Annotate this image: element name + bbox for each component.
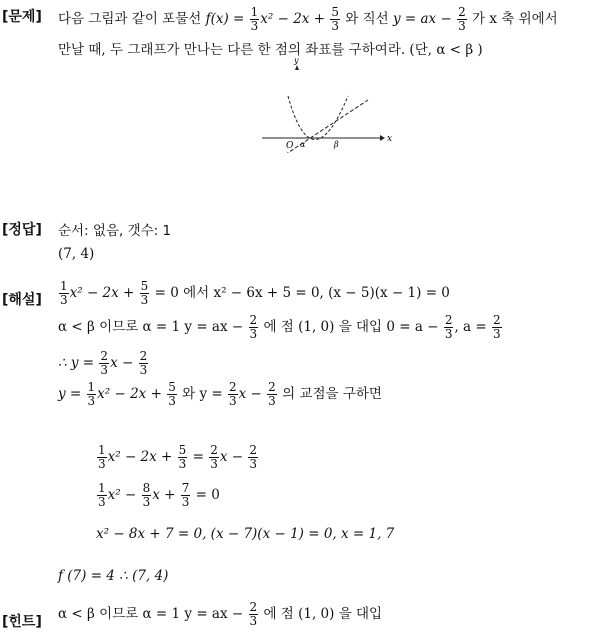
solution-line-2 — [58, 314, 503, 341]
fraction: $\frac{1}{3}$ — [98, 443, 106, 471]
fraction: $\frac{1}{3}$ — [250, 5, 259, 33]
math-text: = — [192, 449, 204, 465]
math-text: y = — [58, 386, 82, 402]
line-expression: y = ax − — [392, 11, 452, 27]
fraction: $\frac{2}{3}$ — [229, 380, 237, 408]
solution-line-3 — [58, 350, 149, 377]
hint-label: [힌트] — [2, 614, 42, 630]
math-text: x − — [238, 386, 262, 402]
math-text: x − — [219, 449, 244, 465]
problem-text: 다음 그림과 같이 포물선 — [58, 11, 202, 27]
fraction: $\frac{7}{3}$ — [181, 481, 190, 509]
fraction: $\frac{1}{3}$ — [60, 279, 68, 307]
solution-label: [해설] — [2, 292, 42, 308]
math-text: α < β 이므로 α = 1 y = ax − — [58, 606, 244, 622]
math-text: = 0 에서 x² − 6x + 5 = 0, (x − 5)(x − 1) = 0 — [154, 285, 450, 301]
answer-line-1: 순서: 없음, 갯수: 1 — [58, 223, 172, 239]
math-text: ∴ y = — [58, 355, 95, 371]
function-expression: f(x) = — [205, 11, 245, 27]
fraction: $\frac{5}{3}$ — [140, 279, 149, 307]
fraction: $\frac{2}{3}$ — [139, 349, 148, 377]
problem-text: 가 x 축 위에서 — [472, 11, 558, 27]
problem-line-2: 만날 때, 두 그래프가 만나는 다른 한 점의 좌표를 구하여라. (단, α < β ) — [58, 42, 483, 58]
fraction: $\frac{2}{3}$ — [210, 443, 218, 471]
math-text: x² − 2x + — [107, 449, 173, 465]
math-text: = 0 — [195, 487, 220, 503]
problem-text: 와 직선 — [345, 11, 389, 27]
fraction: $\frac{2}{3}$ — [249, 600, 258, 628]
solution-line-1 — [58, 280, 450, 307]
fraction: $\frac{2}{3}$ — [458, 5, 466, 33]
math-text: 에 점 (1, 0) 을 대입 — [263, 606, 383, 622]
solution-line-4 — [58, 381, 382, 408]
fraction: $\frac{1}{3}$ — [98, 481, 106, 509]
x-axis-arrow — [380, 135, 385, 141]
math-text: x² − 2x + — [97, 386, 162, 402]
function-expression: x² − 2x + — [260, 11, 326, 27]
math-text: 와 y = — [182, 386, 223, 402]
fraction: $\frac{2}{3}$ — [249, 443, 258, 471]
origin-label: O — [286, 141, 294, 151]
fraction: $\frac{1}{3}$ — [87, 380, 96, 408]
fraction: $\frac{8}{3}$ — [142, 481, 151, 509]
alpha-label: α — [300, 140, 306, 149]
problem-line-1 — [58, 6, 558, 33]
fraction: $\frac{2}{3}$ — [268, 380, 276, 408]
fraction: $\frac{2}{3}$ — [444, 313, 453, 341]
x-axis-label: x — [387, 134, 393, 144]
y-axis-arrow — [295, 65, 299, 70]
problem-label: [문제] — [2, 9, 42, 25]
math-text: 에 점 (1, 0) 을 대입 0 = a − — [263, 319, 439, 335]
y-axis-label: y — [294, 58, 299, 65]
equation-line-2 — [96, 482, 220, 509]
fraction: $\frac{5}{3}$ — [168, 380, 176, 408]
math-text: α < β 이므로 α = 1 y = ax − — [58, 319, 244, 335]
answer-line-2: (7, 4) — [58, 246, 95, 262]
fraction: $\frac{5}{3}$ — [178, 443, 187, 471]
fraction: $\frac{2}{3}$ — [249, 313, 258, 341]
graph-figure — [250, 58, 395, 153]
math-text: x² − 2x + — [69, 285, 135, 301]
equation-line-3: x² − 8x + 7 = 0, (x − 7)(x − 1) = 0, x = 1, 7 — [96, 526, 395, 542]
math-text: x + — [152, 487, 176, 503]
fraction: $\frac{2}{3}$ — [100, 349, 109, 377]
fraction: $\frac{2}{3}$ — [493, 313, 501, 341]
math-text: 의 교점을 구하면 — [282, 386, 382, 402]
final-answer-line: f (7) = 4 ∴ (7, 4) — [58, 568, 169, 584]
math-text: x − — [110, 355, 134, 371]
answer-label: [정답] — [2, 222, 42, 238]
math-text: x² − — [107, 487, 137, 503]
beta-label: β — [334, 140, 339, 149]
fraction: $\frac{5}{3}$ — [331, 5, 339, 33]
equation-line-1 — [96, 444, 259, 471]
hint-line — [58, 601, 382, 628]
math-text: , a = — [454, 319, 487, 335]
